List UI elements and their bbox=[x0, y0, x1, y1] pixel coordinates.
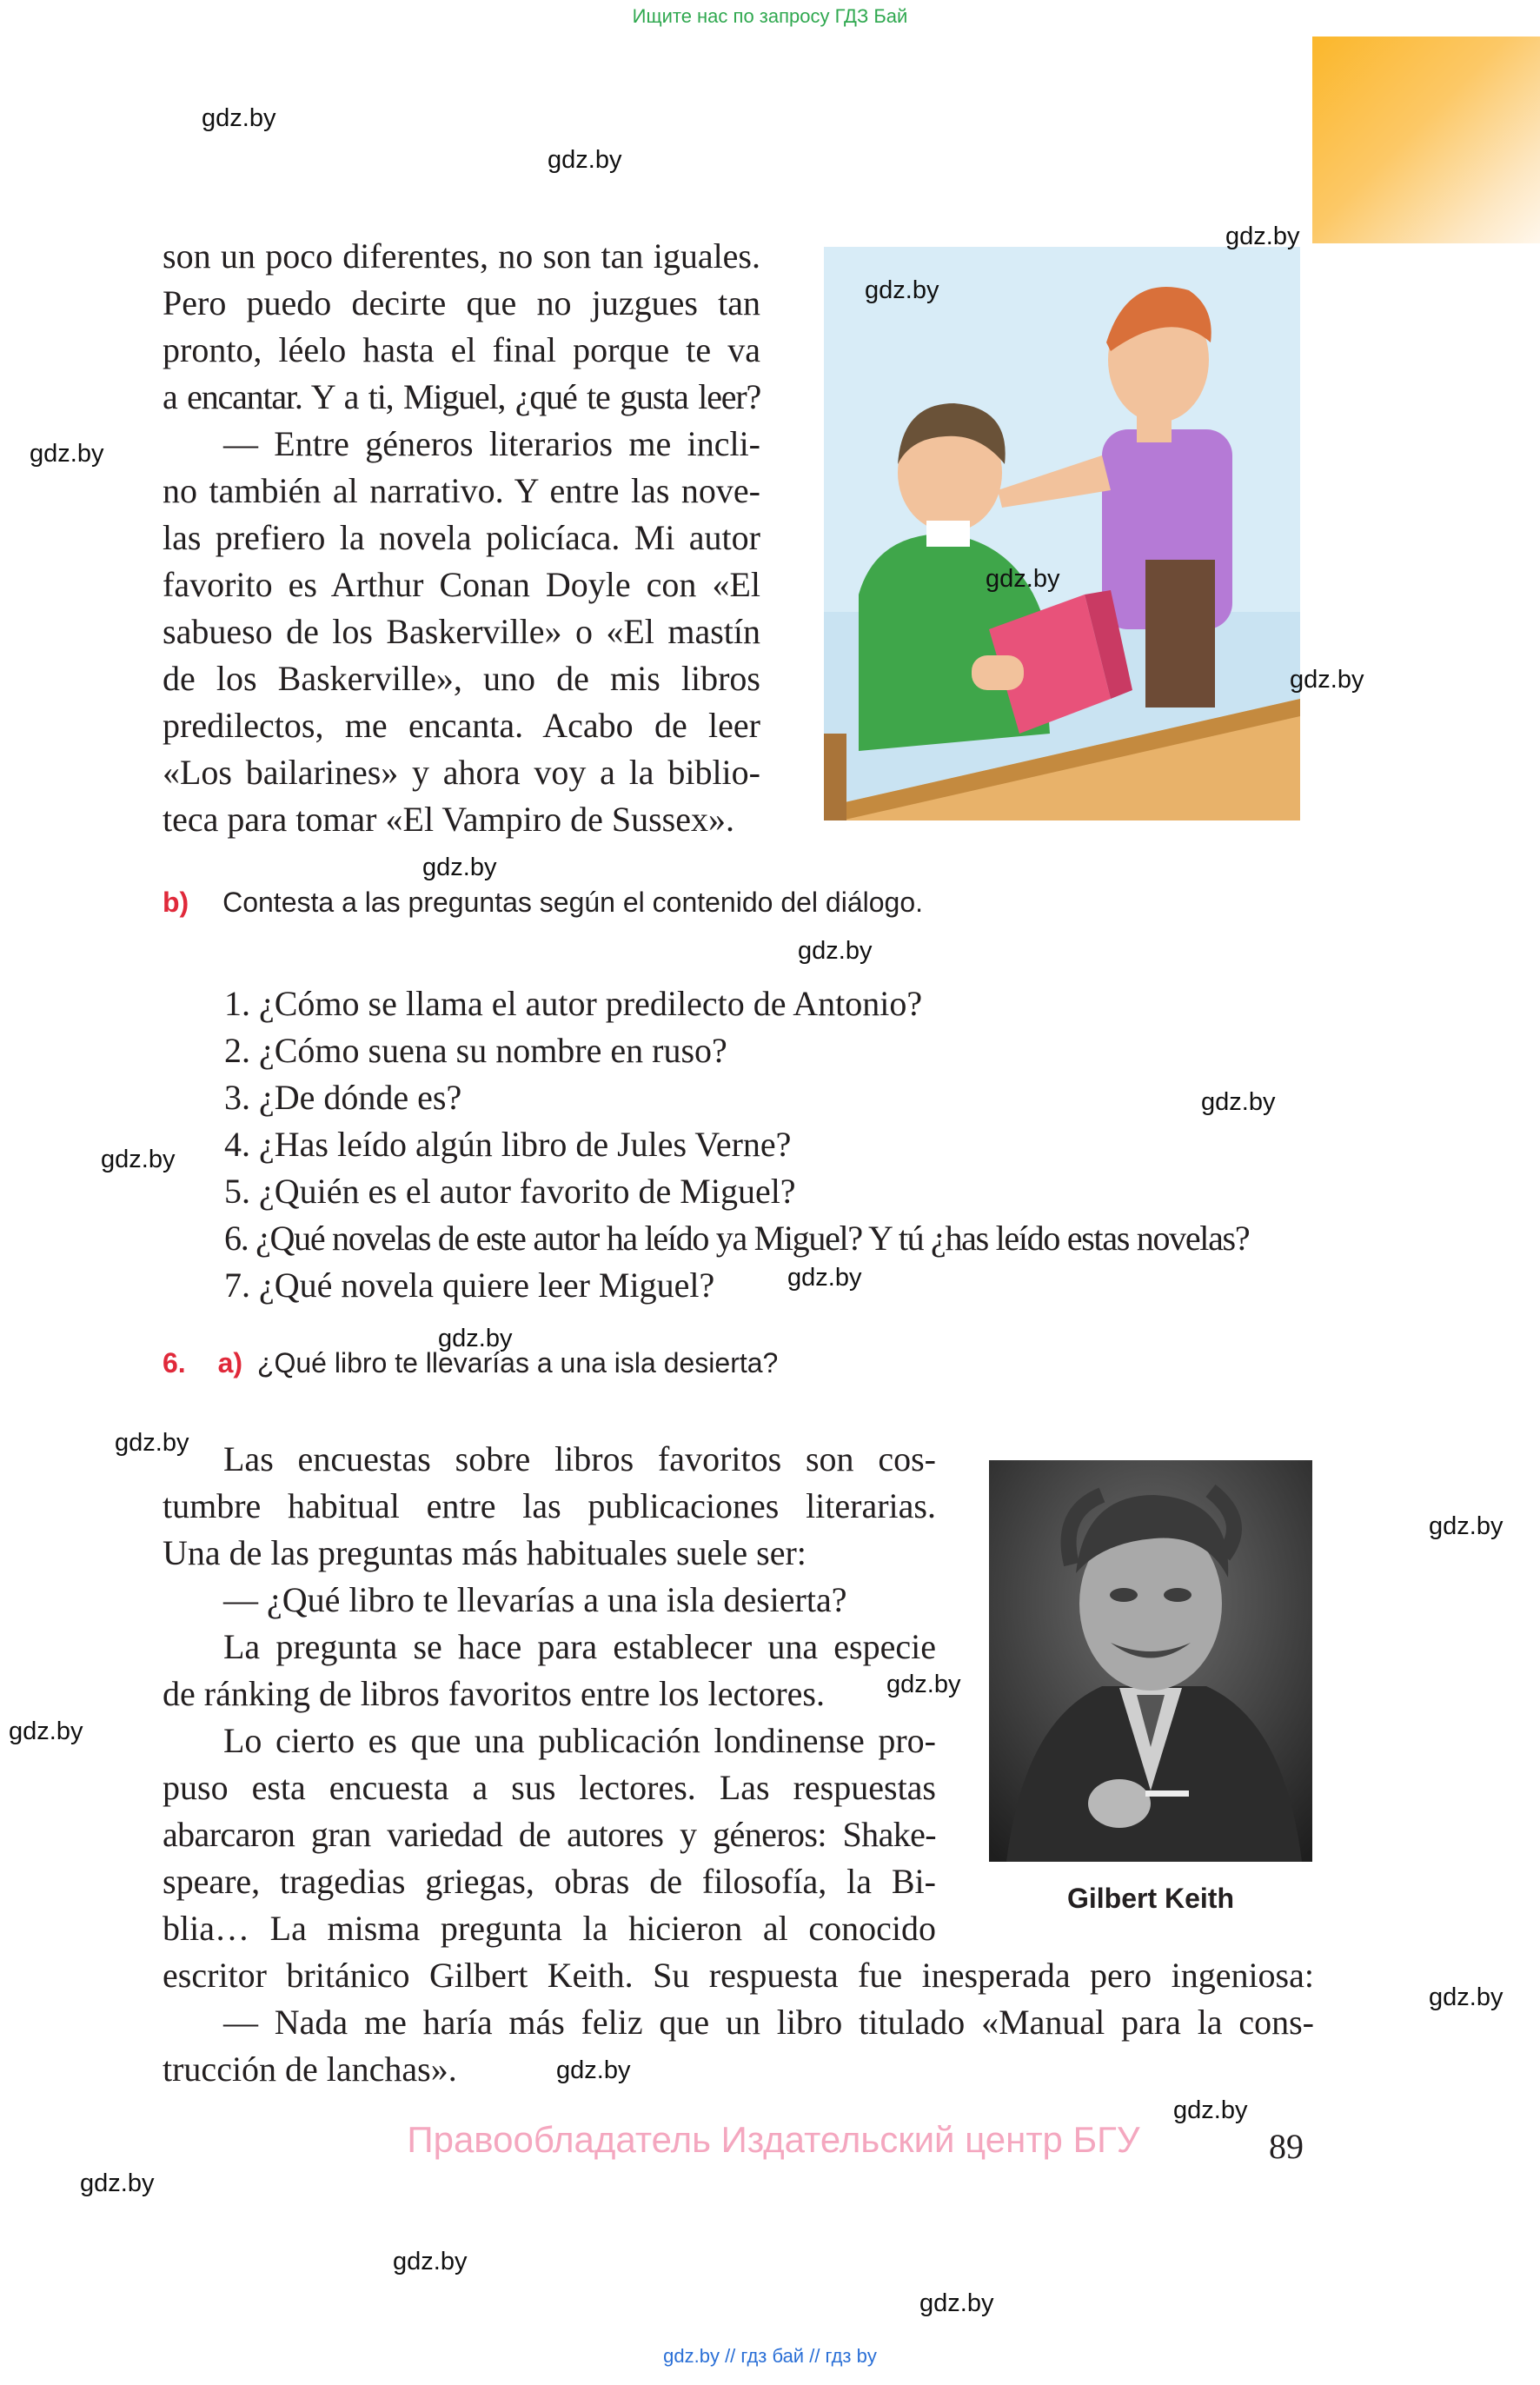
watermark: gdz.by bbox=[101, 1146, 176, 1173]
page-number: 89 bbox=[1269, 2127, 1304, 2166]
question-item: 6. ¿Qué novelas de este autor ha leído ya Miguel? Y tú ¿has leído estas novelas? bbox=[224, 1219, 1250, 1258]
passage-1-line: favorito es Arthur Conan Doyle con «El bbox=[163, 565, 760, 604]
passage-1-line: predilectos, me encanta. Acabo de leer bbox=[163, 706, 760, 745]
task-6-text: ¿Qué libro te llevarías a una isla desierta? bbox=[256, 1347, 779, 1379]
watermark: gdz.by bbox=[422, 854, 497, 881]
watermark: gdz.by bbox=[1201, 1088, 1276, 1116]
passage-1-line: Pero puedo decirte que no juzgues tan bbox=[163, 283, 760, 322]
top-banner[interactable]: Ищите нас по запросу ГДЗ Бай bbox=[632, 5, 908, 27]
task-6-marker: a) bbox=[217, 1347, 243, 1379]
watermark: gdz.by bbox=[80, 2169, 155, 2197]
passage-2-line: speare, tragedias griegas, obras de filosofía, la Bi- bbox=[163, 1862, 936, 1901]
passage-1-line: pronto, léelo hasta el final porque te va bbox=[163, 330, 760, 369]
passage-1-line: no también al narrativo. Y entre las nove- bbox=[163, 471, 760, 510]
watermark: gdz.by bbox=[438, 1325, 513, 1352]
passage-2-line: Lo cierto es que una publicación londinense pro- bbox=[223, 1721, 936, 1760]
watermark: gdz.by bbox=[9, 1717, 83, 1745]
passage-2-line: Una de las preguntas más habituales suele ser: bbox=[163, 1533, 807, 1572]
watermark: gdz.by bbox=[1173, 2096, 1248, 2124]
passage-1-line: de los Baskerville», uno de mis libros bbox=[163, 659, 760, 698]
passage-1-line: sabueso de los Baskerville» o «El mastín bbox=[163, 612, 760, 651]
question-item: 1. ¿Cómo se llama el autor predilecto de Antonio? bbox=[224, 984, 923, 1023]
question-item: 2. ¿Cómo suena su nombre en ruso? bbox=[224, 1031, 727, 1070]
boys-reading-illustration bbox=[824, 247, 1300, 820]
watermark: gdz.by bbox=[393, 2248, 468, 2275]
corner-decoration bbox=[1312, 37, 1540, 243]
watermark: gdz.by bbox=[1290, 666, 1364, 694]
watermark: gdz.by bbox=[1429, 1512, 1503, 1540]
passage-2-line: — Nada me haría más feliz que un libro titulado «Manual para la cons- bbox=[223, 2003, 1314, 2042]
question-item: 3. ¿De dónde es? bbox=[224, 1078, 462, 1117]
watermark: gdz.by bbox=[919, 2289, 994, 2317]
passage-1-line: — Entre géneros literarios me incli- bbox=[223, 424, 760, 463]
question-item: 5. ¿Quién es el autor favorito de Miguel? bbox=[224, 1172, 796, 1211]
question-list bbox=[224, 980, 1354, 1309]
passage-2-line: puso esta encuesta a sus lectores. Las respuestas bbox=[163, 1768, 936, 1807]
bottom-banner[interactable]: gdz.by // гдз бай // гдз by bbox=[663, 2345, 877, 2367]
question-item: 7. ¿Qué novela quiere leer Miguel? bbox=[224, 1266, 715, 1305]
photo-caption: Gilbert Keith bbox=[1066, 1883, 1234, 1914]
question-item: 4. ¿Has leído algún libro de Jules Verne? bbox=[224, 1125, 792, 1164]
passage-2-line: — ¿Qué libro te llevarías a una isla desierta? bbox=[223, 1580, 847, 1619]
watermark: gdz.by bbox=[787, 1264, 862, 1292]
task-b-text: Contesta a las preguntas según el contenido del diálogo. bbox=[222, 887, 923, 918]
task-6-number: 6. bbox=[163, 1347, 186, 1379]
watermark: gdz.by bbox=[1429, 1983, 1503, 2011]
passage-1-line: son un poco diferentes, no son tan iguales. bbox=[163, 236, 760, 276]
watermark: gdz.by bbox=[986, 565, 1060, 593]
passage-2-line: escritor británico Gilbert Keith. Su respuesta fue inesperada pero ingeniosa: bbox=[163, 1956, 1314, 1995]
watermark: gdz.by bbox=[798, 937, 873, 965]
watermark: gdz.by bbox=[548, 146, 622, 174]
passage-2-line: trucción de lanchas». bbox=[163, 2050, 457, 2089]
watermark: gdz.by bbox=[556, 2056, 631, 2084]
task-b-marker: b) bbox=[163, 887, 189, 918]
watermark: gdz.by bbox=[30, 440, 104, 468]
task-b bbox=[163, 887, 923, 919]
watermark: gdz.by bbox=[115, 1429, 189, 1457]
passage-2-line: de ránking de libros favoritos entre los lectores. bbox=[163, 1674, 825, 1713]
passage-2-line: blia… La misma pregunta la hicieron al conocido bbox=[163, 1909, 936, 1948]
passage-1 bbox=[163, 233, 760, 843]
watermark: gdz.by bbox=[1225, 223, 1300, 250]
passage-2-line: La pregunta se hace para establecer una especie bbox=[223, 1627, 936, 1666]
passage-1-line: a encantar. Y a ti, Miguel, ¿qué te gusta leer? bbox=[163, 377, 760, 416]
copyright-notice: Правообладатель Издательский центр БГУ bbox=[407, 2119, 1140, 2160]
watermark: gdz.by bbox=[202, 104, 276, 132]
passage-1-line: las prefiero la novela policíaca. Mi autor bbox=[163, 518, 760, 557]
gilbert-keith-portrait bbox=[989, 1460, 1312, 1862]
passage-2-wide bbox=[163, 1952, 1314, 2093]
passage-2-line: tumbre habitual entre las publicaciones literarias. bbox=[163, 1486, 936, 1525]
passage-1-line: teca para tomar «El Vampiro de Sussex». bbox=[163, 800, 734, 839]
passage-2-line: abarcaron gran variedad de autores y géneros: Shake- bbox=[163, 1815, 936, 1854]
watermark: gdz.by bbox=[865, 276, 939, 304]
watermark: gdz.by bbox=[886, 1671, 961, 1698]
passage-2-line: Las encuestas sobre libros favoritos son cos- bbox=[223, 1439, 936, 1478]
passage-2 bbox=[163, 1436, 936, 1952]
passage-1-line: «Los bailarines» y ahora voy a la biblio- bbox=[163, 753, 760, 792]
